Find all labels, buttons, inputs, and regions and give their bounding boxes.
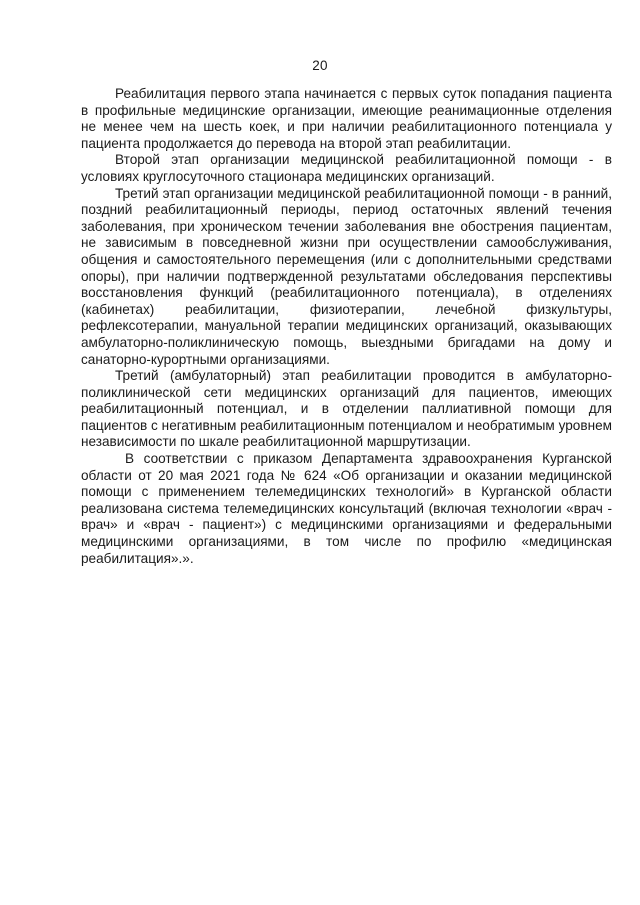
paragraph-stage-three: Третий этап организации медицинской реабилитационной помощи - в ранний, поздний реабилитационный периоды, период остаточных явлений течения заболевания, при хроническом течении заболевания вне обострения пациентам, не зависимым в повседневной жизни при осуществлении самообслуживания, общения и самостоятельного перемещения (или с дополнительными средствами опоры), при наличии подтвержденной результатами обследования перспективы восстановления функций (реабилитационного потенциала), в отделениях (кабинетах) реабилитации, физиотерапии, лечебной физкультуры, рефлексотерапии, мануальной терапии медицинских организаций, оказывающих амбулаторно-поликлиническую помощь, выездными бригадами на дому и санаторно-курортными организациями. <box>81 185 612 367</box>
paragraph-stage-one: Реабилитация первого этапа начинается с первых суток попадания пациента в профильные медицинские организации, имеющие реанимационные отделения не менее чем на шесть коек, и при наличии реабилитационного потенциала у пациента продолжается до перевода на второй этап реабилитации. <box>81 86 612 151</box>
document-body <box>81 86 612 567</box>
paragraph-telemedicine: В соответствии с приказом Департамента здравоохранения Курганской области от 20 мая 2021 года № 624 «Об организации и оказании медицинской помощи с применением телемедицинских технологий» в Курганской области реализована система телемедицинских консультаций (включая технологии «врач - врач» и «врач - пациент») с медицинскими организациями и федеральными медицинскими организациями, в том числе по профилю «медицинская реабилитация».». <box>81 451 612 566</box>
paragraph-stage-three-outpatient: Третий (амбулаторный) этап реабилитации проводится в амбулаторно-поликлинической сети медицинских организаций для пациентов, имеющих реабилитационный потенциал, и в отделении паллиативной помощи для пациентов с негативным реабилитационным потенциалом и необратимым уровнем независимости по шкале реабилитационной маршрутизации. <box>81 368 612 450</box>
paragraph-stage-two: Второй этап организации медицинской реабилитационной помощи - в условиях круглосуточного стационара медицинских организаций. <box>81 152 612 184</box>
page-number: 20 <box>312 58 328 73</box>
